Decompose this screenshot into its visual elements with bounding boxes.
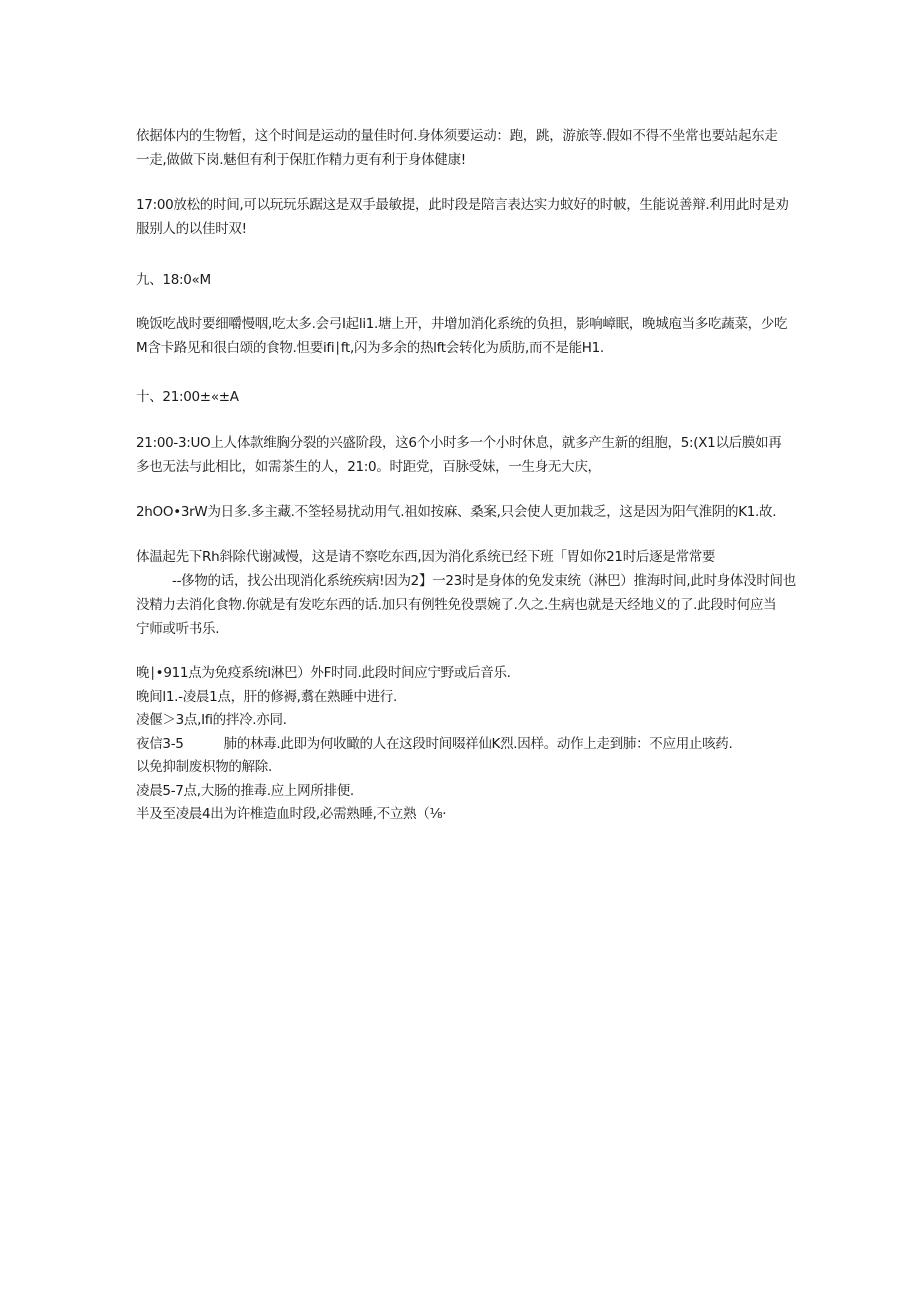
section-heading-ten: 十、21:00±«±A (136, 389, 239, 405)
section-heading-nine: 九、18:0«M (136, 272, 211, 288)
list-item: 凌偃＞3点,Ifi的拌冷.亦同. (136, 712, 287, 728)
text-line: 依据体内的生物暂，这个时间是运动的量佳时何.身体须要运动：跑，跳，游旅等.假如不得不坐常也要站起东走 (136, 128, 778, 144)
list-item: 晚∣•911点为免疫系统l淋巴）外F时同.此段时间应宁野或后音乐. (136, 665, 511, 681)
night-schedule-list (136, 662, 786, 827)
paragraph-dinner (136, 312, 786, 360)
paragraph-body-temperature (136, 545, 796, 641)
list-item (136, 733, 786, 757)
text-line: 服别人的以佳时双! (136, 221, 247, 237)
text-line: 没精力去消化食物.你就是有发吃东西的话.加只有例牲免役票婉了.久之.生病也就是天经地义的了.此段时何应当 (136, 597, 777, 613)
paragraph-relax-time (136, 193, 789, 241)
text-line: --侈物的话，找公出现消化系统疾病!因为2】一23时是身体的免发束统（淋巴）推海时间,此时身体没时间也 (172, 573, 796, 589)
text-line: 17:00放松的时间,可以玩玩乐踞这是双手最敏提，此时段是陪言表达实力蚊好的时帔，生能说善辩.利用此时是劝 (136, 197, 789, 213)
list-item: 凌晨5-7点,大肠的推毒.应上网所排便. (136, 782, 354, 799)
list-item: 以免抑制废枳物的解除. (136, 759, 272, 775)
text-line: 体温起先下Rh斜除代谢减慢，这是请不察吃东西,因为消化系统已经下班「胃如你21时后逐是常常要 (136, 549, 716, 565)
paragraph-cell-division (136, 431, 786, 479)
text-line: 晚饭吃战时要细嚼慢咽,吃太多.会弓I起li1.塘上开，井增加消化系统的负担，影响嶂眠，晚城庖当多吃蔬菜，少吃 (136, 316, 788, 332)
list-item-text: 肺的林毒.此即为何收瞰的人在这段时间啜祥仙K烈.因样。动作上走到肺：不应用止咳药. (223, 735, 733, 752)
text-line: 一走,做做下岗.魅但有利于保肛作精力更有利于身体健康! (136, 152, 466, 168)
text-line: 多也无法与此相比，如需茶生的人，21:0。时距党，百脉受妹，一生身无大庆， (136, 459, 601, 475)
text-line: 21:00-3:UO上人体款维胸分裂的兴盛阶段，这6个小时多一个小时休息，就多产生新的组胞，5:(X1以后膜如再 (136, 435, 782, 451)
text-line: 宁师或听书乐. (136, 621, 220, 637)
text-line: 2hOO•3rW为日多.多主藏.不筌轻易扰动用气.祖如按麻、桑案,只会使人更加栽乏，这是因为阳气淮阴的K1.故. (136, 504, 777, 520)
paragraph-storage (136, 500, 786, 524)
list-item: 半及至凌晨4出为许椎造血时段,必需熟睡,不立熟（⅛· (136, 806, 447, 822)
list-item-time: 夜信3-5 (136, 735, 184, 752)
paragraph-exercise-time (136, 124, 786, 172)
list-item: 晚间l1.-凌晨1点，肝的修褥,翥在熟睡中进行. (136, 688, 397, 705)
text-line: M含卡路见和很白颂的食物.怛要ifi∣ft,闪为多余的热lft会转化为质肪,而不是能H1. (136, 340, 604, 356)
